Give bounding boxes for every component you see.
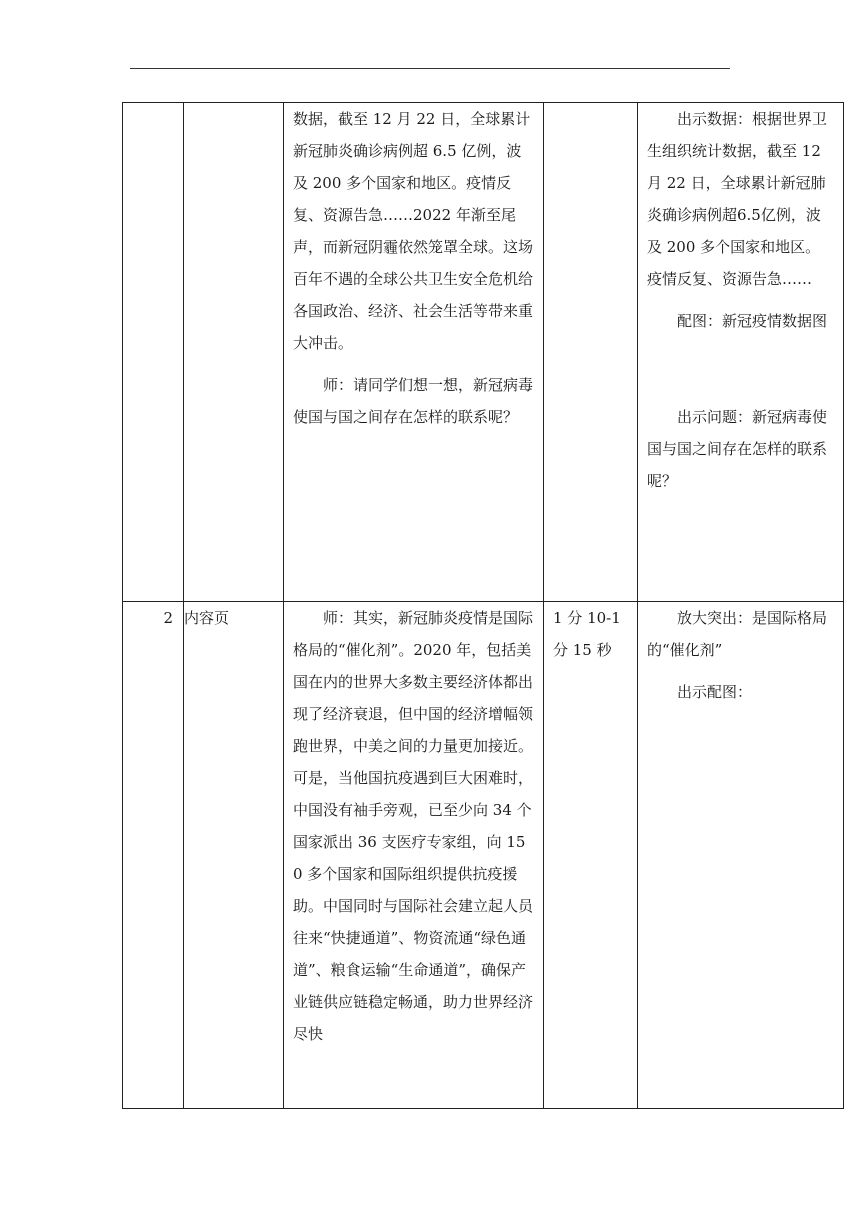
time-text: 1 分 10-1 分 15 秒	[553, 609, 621, 659]
row-number-cell	[123, 103, 184, 602]
note-paragraph: 放大突出：是国际格局的“催化剂”	[647, 609, 828, 659]
time-cell	[544, 602, 638, 1109]
note-paragraph: 出示数据：根据世界卫生组织统计数据，截至 12 月 22 日，全球累计新冠肺炎确诊病例超6.5亿例，波及 200 多个国家和地区。疫情反复、资源告急……	[647, 110, 828, 288]
script-paragraph: 师：其实，新冠肺炎疫情是国际格局的“催化剂”。2020 年，包括美国在内的世界大多数主要经济体都出现了经济衰退，但中国的经济增幅领跑世界，中美之间的力量更加接近。可是，当他国抗疫遇到巨大困难时，中国没有袖手旁观，已至少向 34 个国家派出 36 支医疗专家组，向 150 多个国家和国际组织提供抗疫援助。中国同时与国际社会建立起人员往来“快捷通道”、物资流通“绿色通道”、粮食运输“生命通道”，确保产业链供应链稳定畅通，助力世界经济尽快	[293, 609, 534, 1043]
script-paragraph: 数据，截至 12 月 22 日，全球累计新冠肺炎确诊病例超 6.5 亿例，波及 200 多个国家和地区。疫情反复、资源告急……2022 年渐至尾声，而新冠阴霾依然笼罩全球。这场百年不遇的全球公共卫生安全危机给各国政治、经济、社会生活等带来重大冲击。	[293, 110, 534, 352]
row-number-cell: 2	[123, 602, 184, 1109]
script-paragraph: 师：请同学们想一想，新冠病毒使国与国之间存在怎样的联系呢？	[293, 376, 534, 426]
note-paragraph: 出示问题：新冠病毒使国与国之间存在怎样的联系呢？	[647, 408, 828, 490]
header-rule	[130, 68, 730, 69]
page-type-cell	[184, 103, 284, 602]
time-cell	[544, 103, 638, 602]
notes-cell	[638, 103, 844, 602]
note-paragraph: 配图：新冠疫情数据图	[677, 312, 828, 330]
table-row	[123, 602, 844, 1109]
notes-cell	[638, 602, 844, 1109]
page-type-cell: 内容页	[184, 602, 284, 1109]
script-cell	[284, 103, 544, 602]
table-row	[123, 103, 844, 602]
lesson-script-table	[122, 102, 844, 1109]
note-paragraph: 出示配图：	[677, 683, 753, 701]
script-cell	[284, 602, 544, 1109]
